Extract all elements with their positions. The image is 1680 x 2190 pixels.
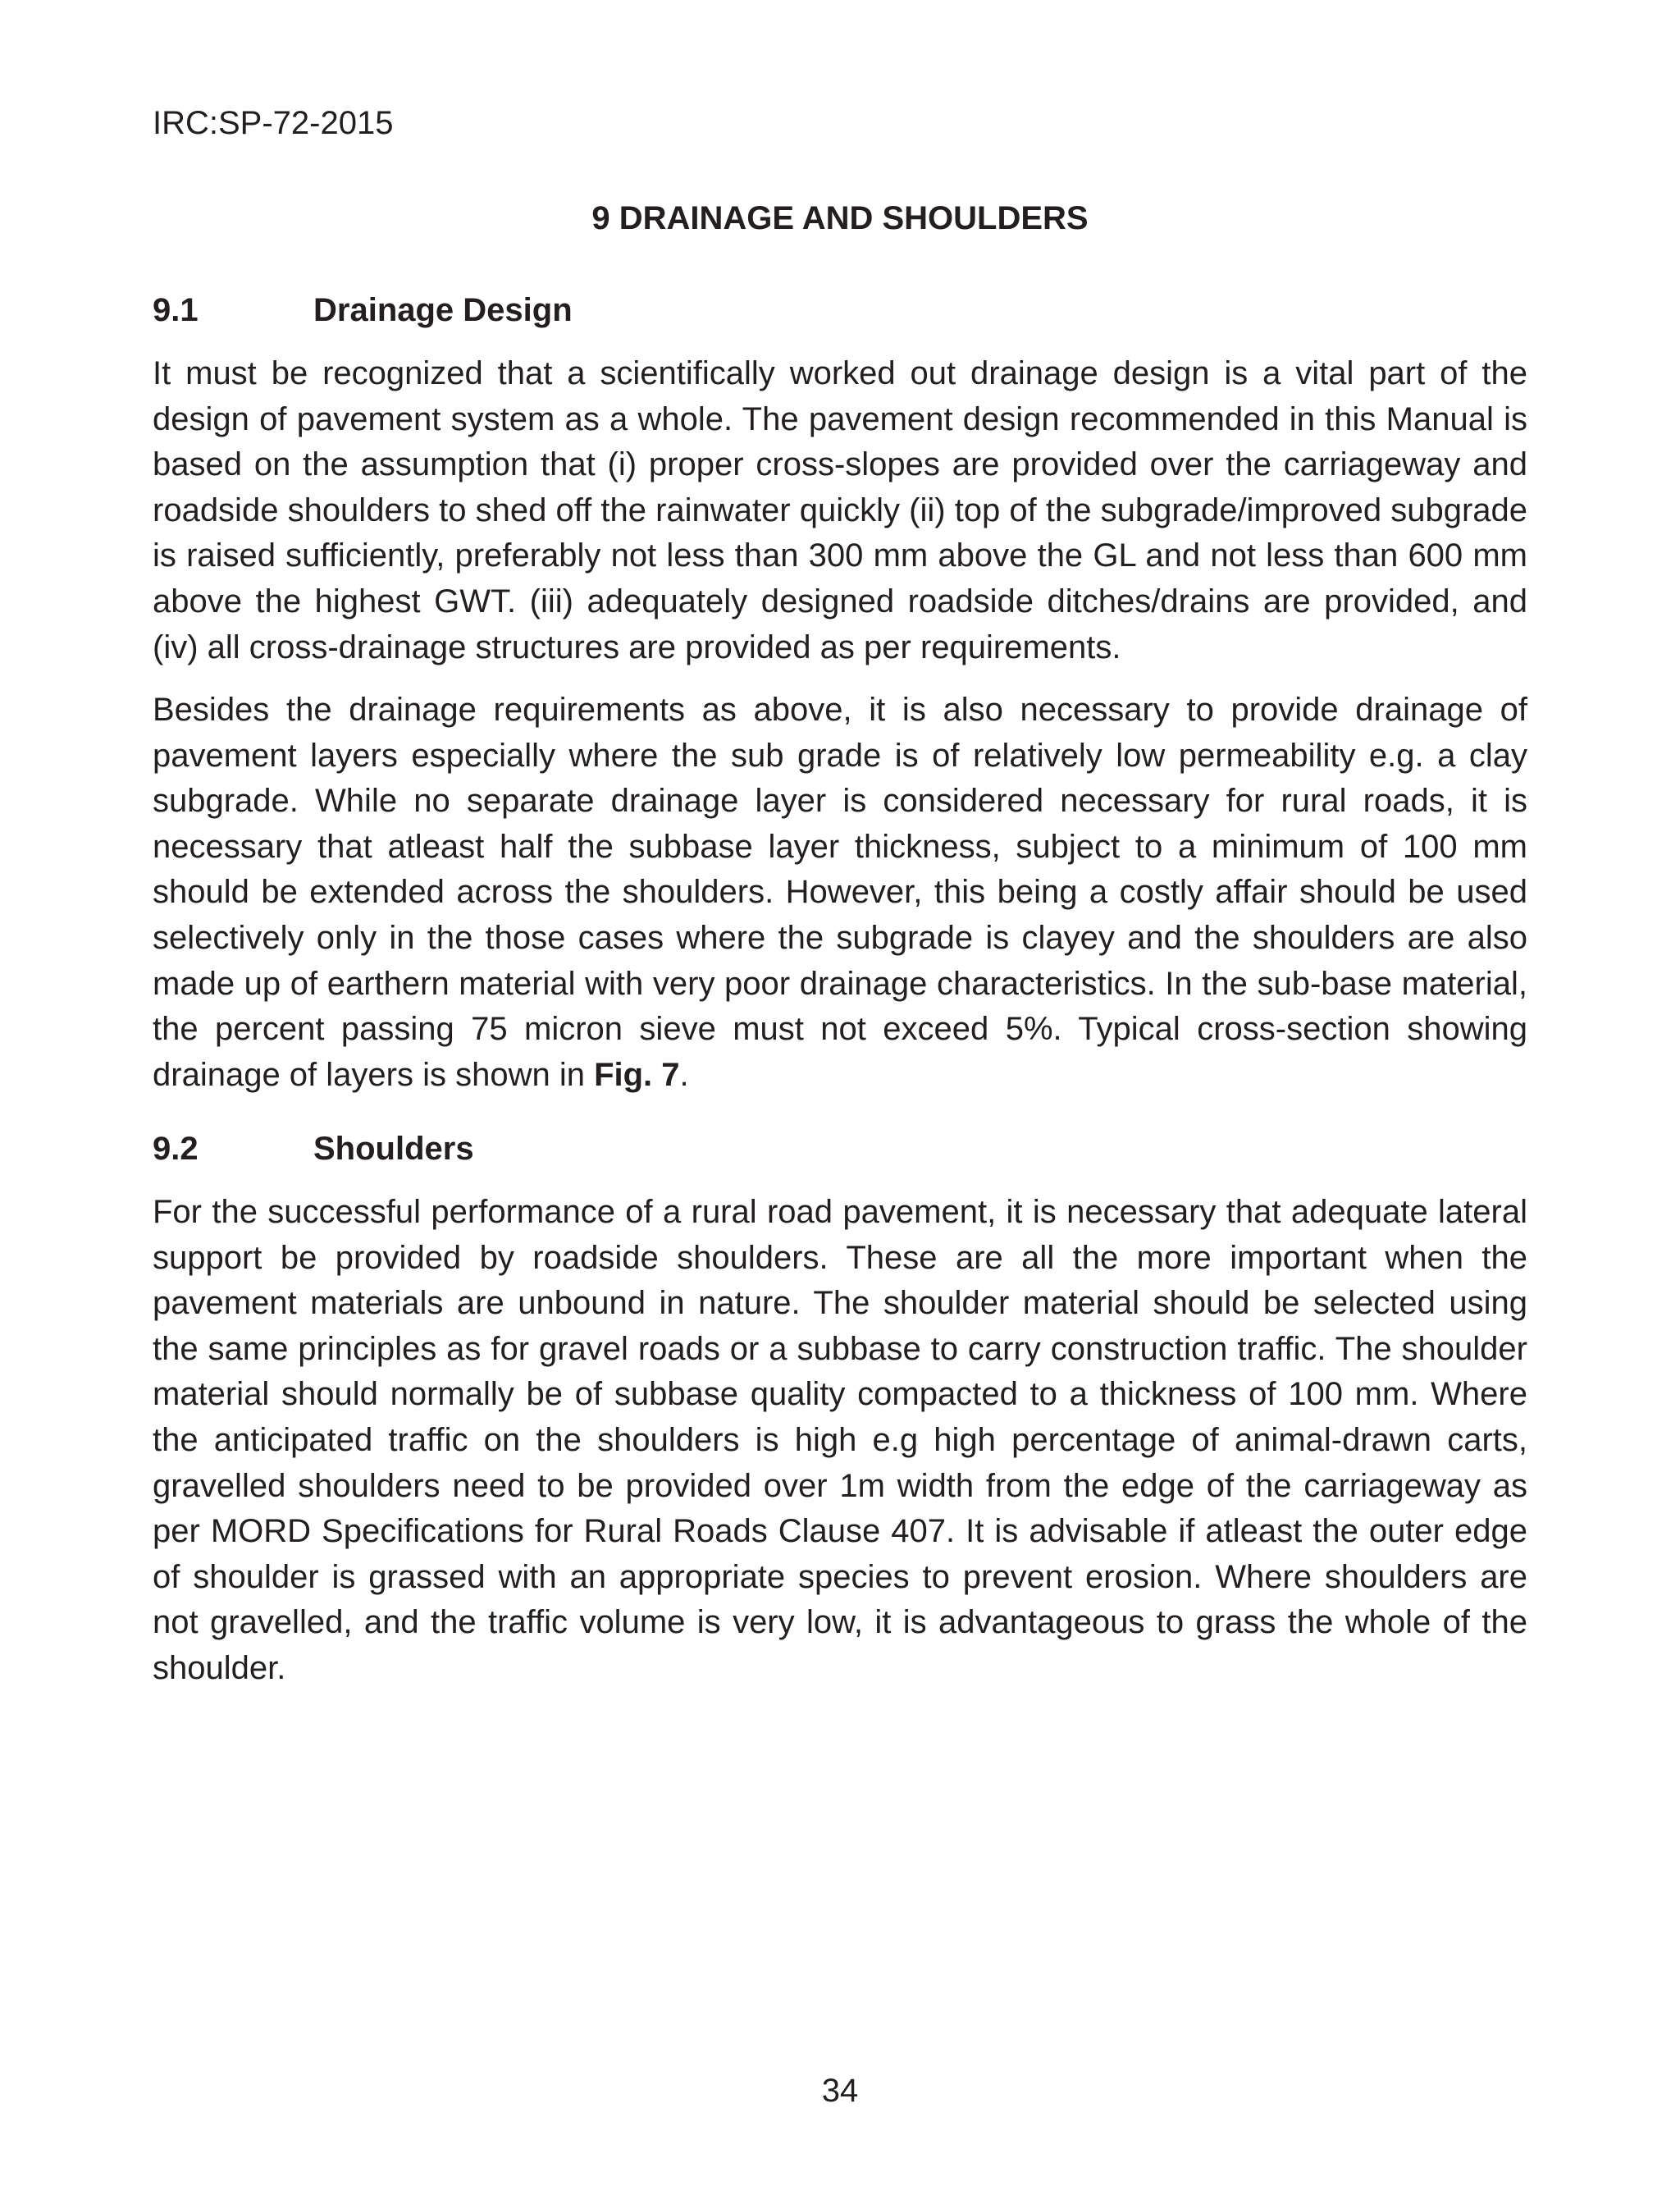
section-heading-9-2 [153,1129,474,1168]
running-header: IRC:SP-72-2015 [153,105,394,141]
figure-reference: Fig. 7 [594,1056,680,1093]
section-number: 9.1 [153,292,199,328]
section-title: Shoulders [313,1131,474,1167]
paragraph-pavement-layer-drainage [153,688,1527,1098]
page-number: 34 [821,2073,859,2109]
paragraph-drainage-assumptions: It must be recognized that a scientifically worked out drainage design is a vital part of the design of pavement system as a whole. The pavement design recommended in this Manual is based on the assumption that (i) proper cross-slopes are provided over the carriageway and roadside shoulders to shed off the rainwater quickly (ii) top of the subgrade/improved subgrade is raised sufficiently, preferably not less than 300 mm above the GL and not less than 600 mm above the highest GWT. (iii) adequately designed roadside ditches/drains are provided, and (iv) all cross-drainage structures are provided as per requirements. [153,355,1527,665]
paragraph-text: Besides the drainage requirements as above, it is also necessary to provide drainage of pavement layers especially where the sub grade is of relatively low permeability e.g. a clay subgrade. While no separate drainage layer is considered necessary for rural roads, it is necessary that atleast half the subbase layer thickness, subject to a minimum of 100 mm should be extended across the shoulders. However, this being a costly affair should be used selectively only in the those cases where the subgrade is clayey and the shoulders are also made up of earthern material with very poor drainage characteristics. In the sub-base material, the percent passing 75 micron sieve must not exceed 5%. Typical cross-section showing drainage of layers is shown in [153,692,1527,1093]
chapter-title: 9 DRAINAGE AND SHOULDERS [591,200,1089,236]
paragraph-shoulders: For the successful performance of a rural road pavement, it is necessary that adequate lateral support be provided by roadside shoulders. These are all the more important when the pavement materials are unbound in nature. The shoulder material should be selected using the same principles as for gravel roads or a subbase to carry construction traffic. The shoulder material should normally be of subbase quality compacted to a thickness of 100 mm. Where the anticipated traffic on the shoulders is high e.g high percentage of animal-drawn carts, gravelled shoulders need to be provided over 1m width from the edge of the carriageway as per MORD Specifications for Rural Roads Clause 407. It is advisable if atleast the outer edge of shoulder is grassed with an appropriate species to prevent erosion. Where shoulders are not gravelled, and the traffic volume is very low, it is advantageous to grass the whole of the shoulder. [153,1194,1527,1686]
paragraph-text-end: . [679,1056,689,1093]
section-title: Drainage Design [313,292,573,328]
section-heading-9-1 [153,290,573,330]
section-number: 9.2 [153,1131,199,1167]
